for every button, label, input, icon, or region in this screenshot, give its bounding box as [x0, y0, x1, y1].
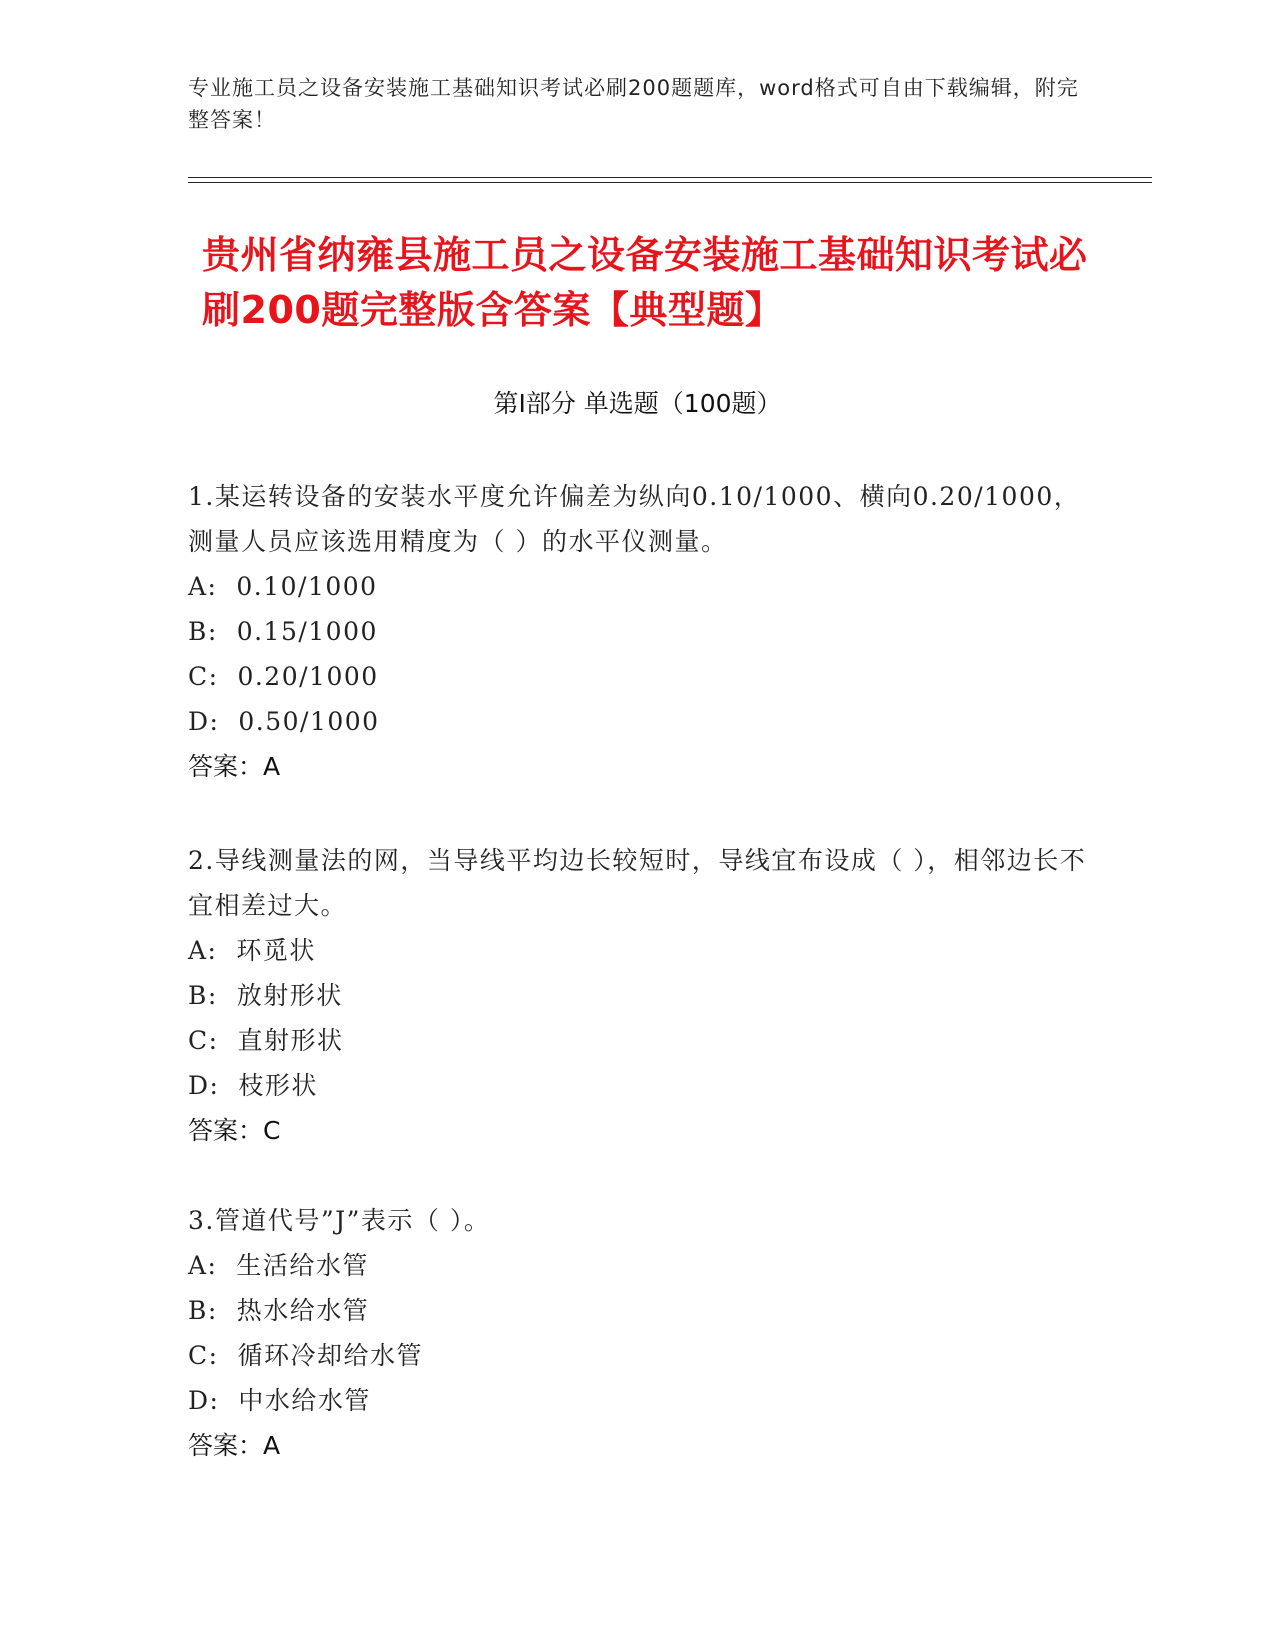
option-d: D: 0.50/1000 [188, 707, 380, 736]
option-a: A: 环觅状 [188, 936, 316, 965]
header-divider-bottom [188, 182, 1152, 183]
header-divider-top [188, 177, 1152, 178]
option-d: D: 枝形状 [188, 1071, 318, 1100]
answer: 答案：C [188, 1116, 281, 1145]
answer: 答案：A [188, 1431, 281, 1460]
question-stem: 2.导线测量法的网，当导线平均边长较短时，导线宜布设成（ ），相邻边长不宜相差过大。 [188, 846, 1087, 920]
question-1 [188, 474, 1088, 789]
question-2 [188, 838, 1088, 1153]
option-a: A: 生活给水管 [188, 1251, 369, 1280]
option-a: A: 0.10/1000 [188, 572, 378, 601]
document-title: 贵州省纳雍县施工员之设备安装施工基础知识考试必刷200题完整版含答案【典型题】 [202, 233, 1088, 332]
question-stem: 1.某运转设备的安装水平度允许偏差为纵向0.10/1000、横向0.20/1000，测量人员应该选用精度为（ ）的水平仪测量。 [188, 482, 1081, 556]
answer: 答案：A [188, 752, 281, 781]
option-c: C: 0.20/1000 [188, 662, 379, 691]
header-note: 专业施工员之设备安装施工基础知识考试必刷200题题库，word格式可自由下载编辑，附完整答案！ [188, 76, 1079, 132]
option-b: B: 放射形状 [188, 981, 343, 1010]
option-c: C: 直射形状 [188, 1026, 344, 1055]
question-stem: 3.管道代号”J”表示（ ）。 [188, 1206, 491, 1235]
option-b: B: 热水给水管 [188, 1296, 370, 1325]
question-3 [188, 1198, 1088, 1468]
option-b: B: 0.15/1000 [188, 617, 378, 646]
option-c: C: 循环冷却给水管 [188, 1341, 423, 1370]
option-d: D: 中水给水管 [188, 1386, 371, 1415]
section-title: 第Ⅰ部分 单选题（100题） [493, 389, 782, 418]
